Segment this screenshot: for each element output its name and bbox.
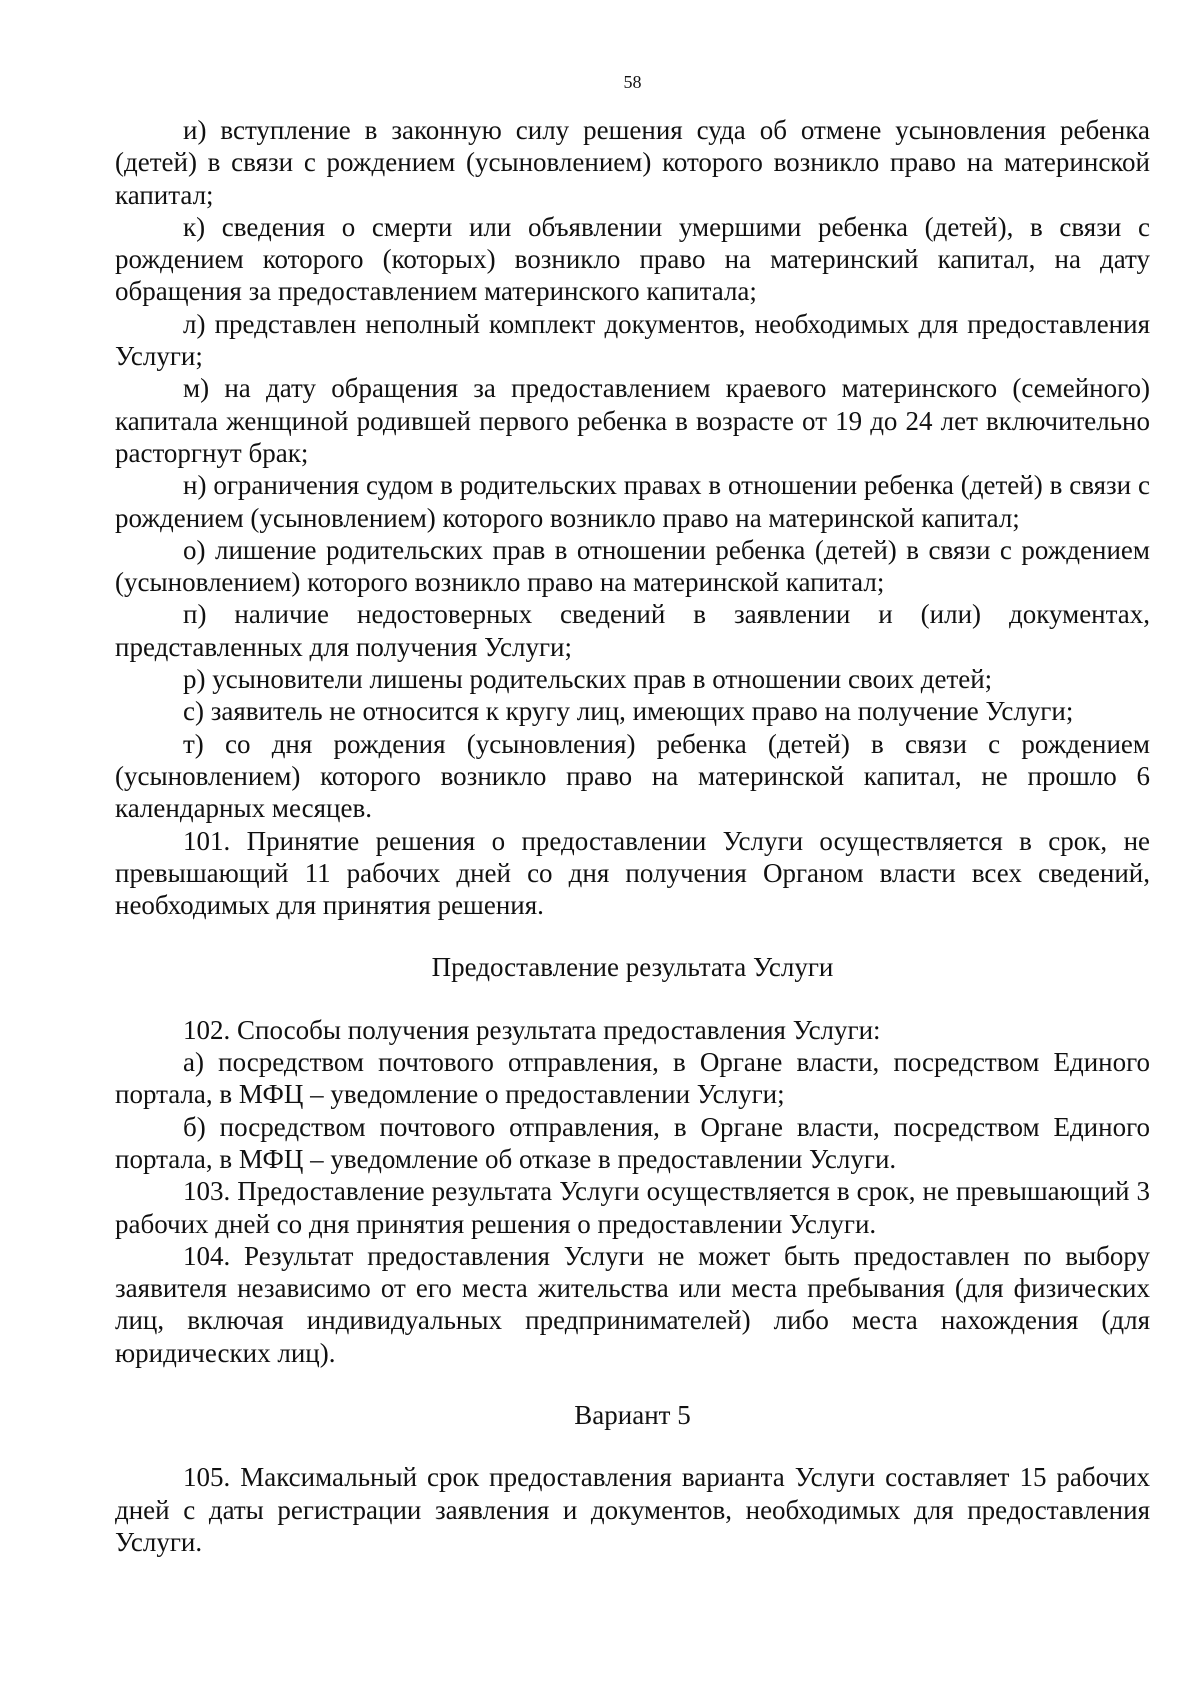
list-item-p: п) наличие недостоверных сведений в заявлении и (или) документах, представленных для получения Услуги; <box>115 599 1150 662</box>
section-heading-variant: Вариант 5 <box>574 1399 691 1430</box>
clause-105: 105. Максимальный срок предоставления варианта Услуги составляет 15 рабочих дней с даты регистрации заявления и документов, необходимых для предоставления Услуги. <box>115 1462 1150 1557</box>
list-item-m: м) на дату обращения за предоставлением краевого материнского (семейного) капитала женщиной родившей первого ребенка в возрасте от 19 до 24 лет включительно расторгнут брак; <box>115 373 1150 468</box>
clause-102: 102. Способы получения результата предоставления Услуги: <box>183 1014 881 1045</box>
list-item-n: н) ограничения судом в родительских правах в отношении ребенка (детей) в связи с рождением (усыновлением) которого возникло право на материнской капитал; <box>115 470 1150 533</box>
section-heading-result: Предоставление результата Услуги <box>431 952 834 983</box>
clause-103: 103. Предоставление результата Услуги осуществляется в срок, не превышающий 3 рабочих дней со дня принятия решения о предоставлении Услуги. <box>115 1176 1150 1239</box>
clause-102-a: а) посредством почтового отправления, в Органе власти, посредством Единого портала, в МФЦ – уведомление о предоставлении Услуги; <box>115 1047 1150 1110</box>
clause-102-b: б) посредством почтового отправления, в Органе власти, посредством Единого портала, в МФЦ – уведомление об отказе в предоставлении Услуги. <box>115 1111 1150 1174</box>
clause-101: 101. Принятие решения о предоставлении Услуги осуществляется в срок, не превышающий 11 рабочих дней со дня получения Органом власти всех сведений, необходимых для принятия решения. <box>115 825 1150 921</box>
page-number: 58 <box>623 72 642 92</box>
list-item-o: о) лишение родительских прав в отношении ребенка (детей) в связи с рождением (усыновлением) которого возникло право на материнской капитал; <box>115 534 1150 598</box>
clause-104: 104. Результат предоставления Услуги не может быть предоставлен по выбору заявителя независимо от его места жительства или места пребывания (для физических лиц, включая индивидуальных предпринимателей) либо места нахождения (для юридических лиц). <box>115 1240 1150 1368</box>
list-item-t: т) со дня рождения (усыновления) ребенка (детей) в связи с рождением (усыновлением) которого возникло право на материнской капитал, не прошло 6 календарных месяцев. <box>115 728 1150 824</box>
list-item-s: с) заявитель не относится к кругу лиц, имеющих право на получение Услуги; <box>183 696 1074 727</box>
list-item-i: и) вступление в законную силу решения суда об отмене усыновления ребенка (детей) в связи с рождением (усыновлением) которого возникло право на материнской капитал; <box>115 115 1150 210</box>
list-item-l: л) представлен неполный комплект документов, необходимых для предоставления Услуги; <box>115 308 1150 372</box>
list-item-k: к) сведения о смерти или объявлении умершими ребенка (детей), в связи с рождением которого (которых) возникло право на материнский капитал, на дату обращения за предоставлением материнского капитала; <box>115 211 1150 307</box>
list-item-r: р) усыновители лишены родительских прав в отношении своих детей; <box>183 664 993 695</box>
document-body <box>115 114 1150 1558</box>
